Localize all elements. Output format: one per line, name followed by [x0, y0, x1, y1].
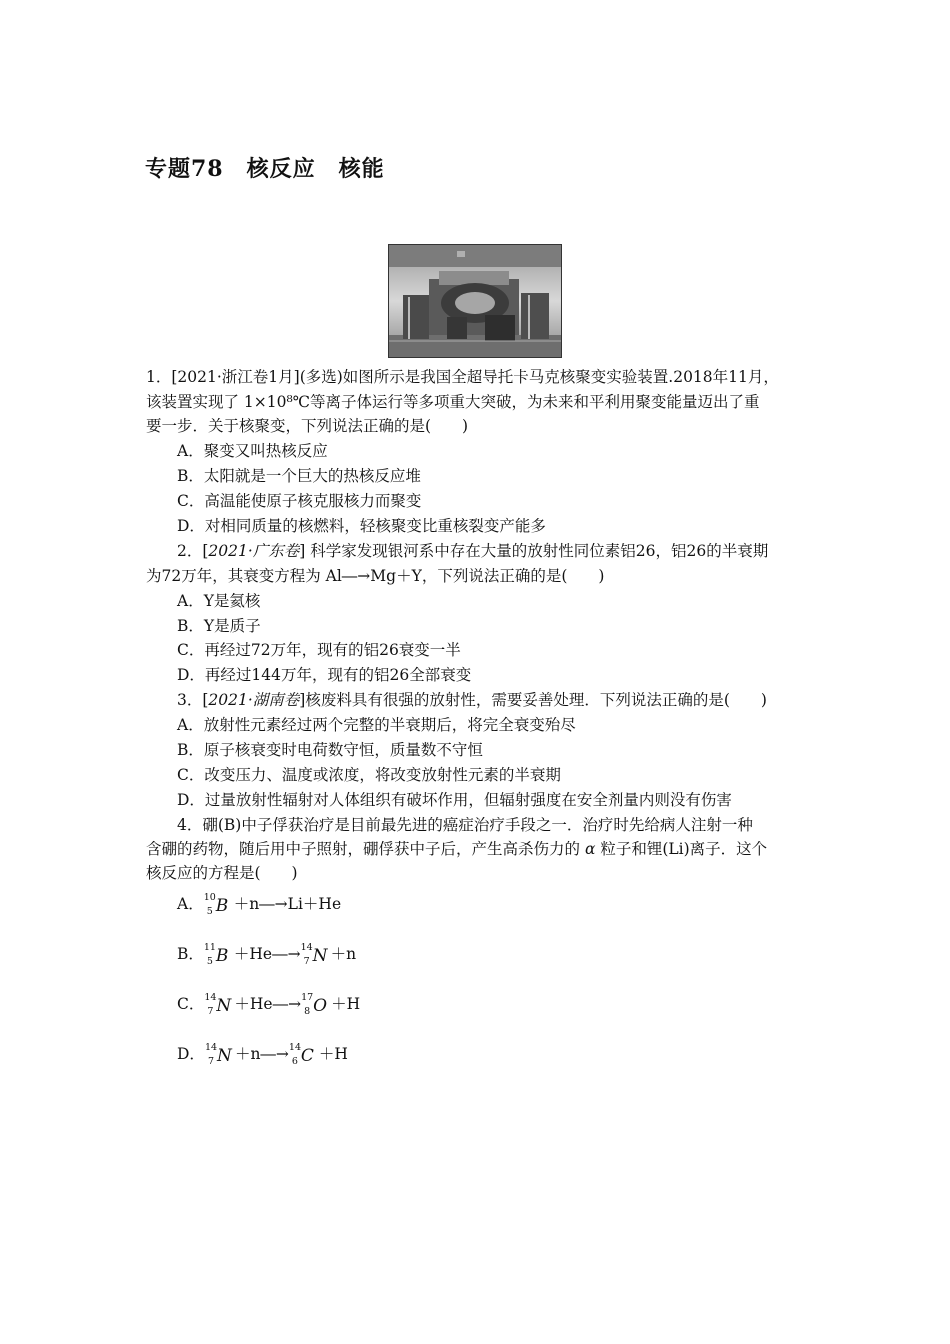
q1-stem-line1: 1．[2021·浙江卷1月](多选)如图所示是我国全超导托卡马克核聚变实验装置.2018年11月， [146, 368, 779, 386]
q4-option-d [177, 1038, 348, 1074]
equation-middle: ＋n―→ [234, 1045, 289, 1063]
mass-number: 10 [203, 892, 216, 903]
element-symbol: C [300, 1046, 314, 1066]
q1-option-b: B．太阳就是一个巨大的热核反应堆 [177, 467, 421, 485]
q3-option-d: D．过量放射性辐射对人体组织有破坏作用，但辐射强度在安全剂量内则没有伤害 [177, 791, 732, 809]
atomic-number: 6 [291, 1056, 298, 1067]
mass-number: 14 [204, 1042, 218, 1053]
atomic-number: 5 [206, 906, 213, 917]
q3-source: 2021·湖南卷 [208, 691, 300, 709]
page-title: 专题78 核反应 核能 [145, 156, 385, 182]
q2-option-a: A．Y是氦核 [177, 592, 261, 610]
mass-number: 14 [204, 992, 217, 1003]
atomic-number: 7 [303, 956, 310, 967]
element-symbol: O [313, 996, 327, 1016]
q3-option-a: A．放射性元素经过两个完整的半衰期后，将完全衰变殆尽 [177, 716, 576, 734]
q2-option-d: D．再经过144万年，现有的铝26全部衰变 [177, 666, 472, 684]
q3-option-b: B．原子核衰变时电荷数守恒，质量数不守恒 [177, 741, 483, 759]
mass-number: 17 [301, 992, 314, 1003]
atomic-number: 7 [207, 1006, 214, 1017]
q2-option-b: B．Y是质子 [177, 617, 261, 635]
element-symbol: B [215, 946, 229, 966]
equation-rest: ＋n―→Li＋He [233, 895, 342, 913]
q4-stem-line2 [146, 837, 767, 861]
q2-stem-text: ] 科学家发现银河系中存在大量的放射性同位素铝26，铝26的半衰期 [299, 542, 769, 560]
element-symbol: N [216, 1046, 232, 1066]
q3-option-c: C．改变压力、温度或浓度，将改变放射性元素的半衰期 [177, 766, 561, 784]
q4-stem-line3: 核反应的方程是( ) [146, 864, 298, 882]
tokamak-photo [388, 244, 562, 358]
nuclide-nitrogen-14 [205, 1038, 235, 1074]
q1-option-d: D．对相同质量的核燃料，轻核聚变比重核裂变产能多 [177, 517, 546, 535]
nuclide-nitrogen-14 [301, 938, 331, 974]
nuclide-carbon-14 [289, 1038, 319, 1074]
atomic-number: 5 [206, 956, 213, 967]
q4-option-c [177, 988, 360, 1024]
equation-rest: ＋H [318, 1045, 348, 1063]
alpha-symbol: α [584, 840, 596, 858]
nuclide-boron-11 [204, 938, 234, 974]
option-label: D． [177, 1045, 205, 1063]
q4-stem-text-a: 含硼的药物，随后用中子照射，硼俘获中子后，产生高杀伤力的 [146, 840, 585, 858]
mass-number: 14 [288, 1042, 302, 1053]
nuclide-nitrogen-14 [204, 988, 234, 1024]
q1-option-c: C．高温能使原子核克服核力而聚变 [177, 492, 422, 510]
atomic-number: 8 [304, 1006, 311, 1017]
element-symbol: B [215, 896, 229, 916]
mass-number: 11 [203, 942, 216, 953]
element-symbol: N [216, 996, 232, 1016]
q1-stem-line3: 要一步．关于核聚变，下列说法正确的是( ) [146, 417, 469, 435]
q3-stem-text: ]核废料具有很强的放射性，需要妥善处理．下列说法正确的是( ) [299, 691, 767, 709]
option-label: C． [177, 995, 205, 1013]
q2-source: 2021·广东卷 [208, 542, 300, 560]
equation-middle: ＋He―→ [233, 945, 301, 963]
q2-option-c: C．再经过72万年，现有的铝26衰变一半 [177, 641, 461, 659]
q1-option-a: A．聚变又叫热核反应 [177, 442, 328, 460]
element-symbol: N [312, 946, 328, 966]
q4-option-a [177, 888, 341, 924]
equation-middle: ＋He―→ [234, 995, 302, 1013]
q3-number: 3．[ [177, 691, 209, 709]
q2-stem-line1 [177, 539, 768, 563]
q4-stem-line1: 4．硼(B)中子俘获治疗是目前最先进的癌症治疗手段之一．治疗时先给病人注射一种 [177, 816, 753, 834]
q4-stem-text-b: 粒子和锂(Li)离子．这个 [595, 840, 768, 858]
option-label: A． [177, 895, 204, 913]
equation-rest: ＋H [331, 995, 361, 1013]
nuclide-boron-10 [204, 888, 234, 924]
nuclide-oxygen-17 [301, 988, 331, 1024]
mass-number: 14 [300, 942, 313, 953]
q2-stem-line2: 为72万年，其衰变方程为 Al―→Mg＋Y，下列说法正确的是( ) [146, 567, 605, 585]
q1-stem-line2: 该装置实现了 1×10⁸℃等离子体运行等多项重大突破，为未来和平利用聚变能量迈出了重 [146, 393, 760, 411]
q4-option-b [177, 938, 356, 974]
atomic-number: 7 [207, 1056, 214, 1067]
option-label: B． [177, 945, 204, 963]
q3-stem-line1 [177, 688, 767, 712]
equation-rest: ＋n [330, 945, 357, 963]
q2-number: 2．[ [177, 542, 209, 560]
